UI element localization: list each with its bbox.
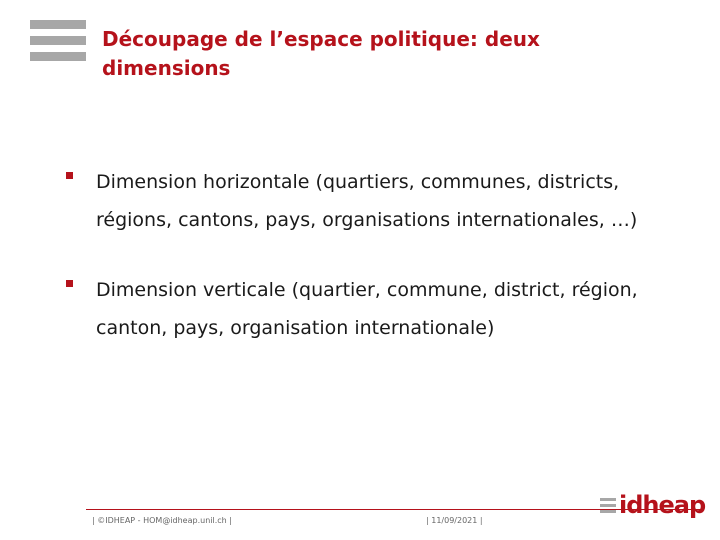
- footer-copyright: | ©IDHEAP - HOM@idheap.unil.ch |: [92, 516, 232, 525]
- idheap-logo: [600, 490, 705, 520]
- bullet-text: Dimension verticale (quartier, commune, district, région, canton, pays, organisation internationale): [96, 279, 638, 339]
- footer-date: | 11/09/2021 |: [426, 516, 483, 525]
- bullet-text: Dimension horizontale (quartiers, communes, districts, régions, cantons, pays, organisations internationales, …): [96, 171, 638, 231]
- logo-bar: [30, 36, 86, 45]
- square-bullet-icon: [66, 172, 73, 179]
- logo-bars-icon: [30, 20, 86, 68]
- bullet-item-horizontal: [66, 163, 666, 239]
- logo-bar: [30, 20, 86, 29]
- logo-lines-icon: [600, 495, 616, 516]
- bullet-list: [66, 163, 666, 379]
- logo-bar: [30, 52, 86, 61]
- slide-title: Découpage de l’espace politique: deux dimensions: [102, 27, 540, 80]
- bullet-item-vertical: [66, 271, 666, 347]
- square-bullet-icon: [66, 280, 73, 287]
- brand-wordmark: idheap: [619, 491, 706, 519]
